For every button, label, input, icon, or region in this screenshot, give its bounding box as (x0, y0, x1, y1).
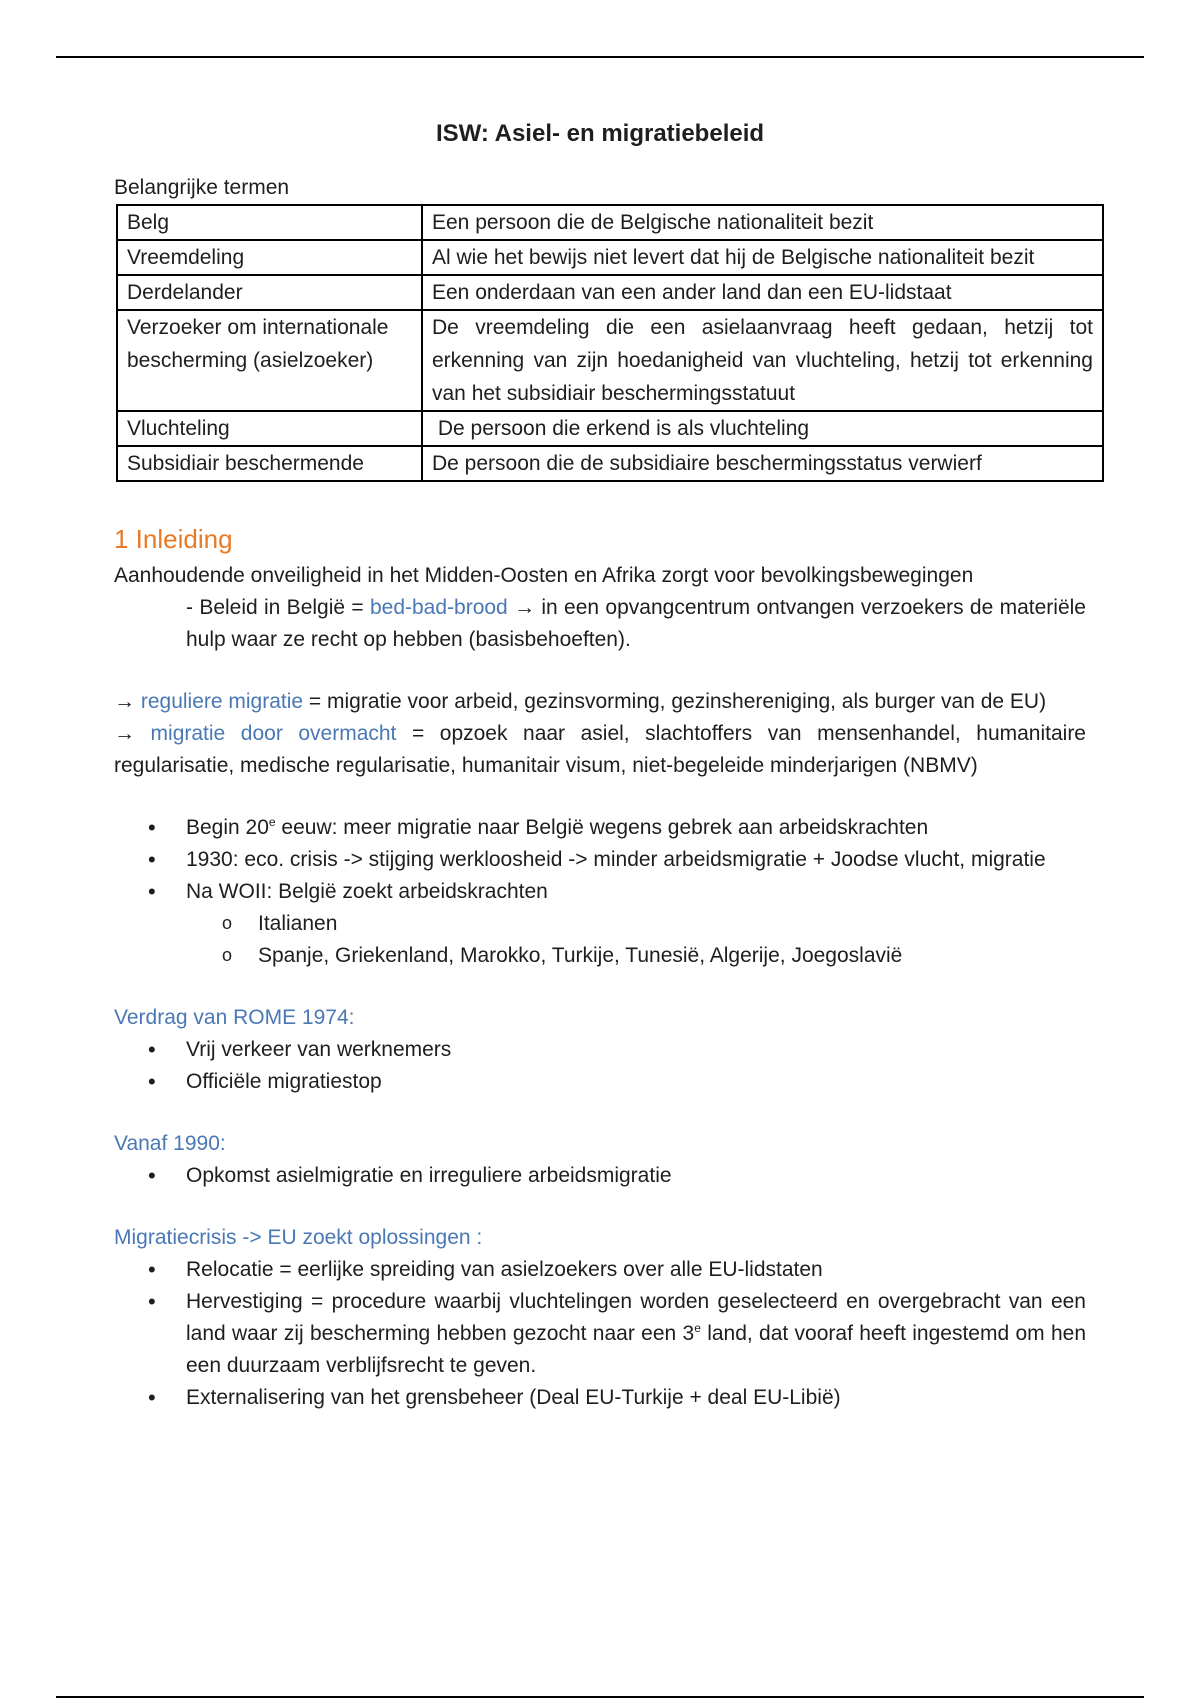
forced-migration-paragraph (114, 718, 1086, 782)
term-cell: Vluchteling (117, 411, 422, 446)
definition-cell: De persoon die de subsidiaire beschermingsstatus verwierf (422, 446, 1103, 481)
rome-heading: Verdrag van ROME 1974: (114, 1006, 355, 1029)
since-1990-list (114, 1160, 1086, 1192)
definition-cell: De persoon die erkend is als vluchteling (422, 411, 1103, 446)
table-row (117, 310, 1103, 411)
sub-list-item: o Spanje, Griekenland, Marokko, Turkije, Tunesië, Algerije, Joegoslavië (186, 940, 1086, 972)
crisis-text: Externalisering van het grensbeheer (Deal EU-Turkije + deal EU-Libië) (186, 1386, 841, 1409)
policy-prefix: - Beleid in België = (186, 596, 370, 619)
term-cell: Verzoeker om internationale bescherming (asielzoeker) (117, 310, 422, 411)
list-item (114, 844, 1086, 876)
definition-cell: De vreemdeling die een asielaanvraag heeft gedaan, hetzij tot erkenning van zijn hoedanigheid van vluchteling, hetzij tot erkenning van het subsidiair beschermingsstatuut (422, 310, 1103, 411)
table-row (117, 446, 1103, 481)
top-rule (56, 56, 1144, 58)
superscript: e (694, 1321, 701, 1335)
since-1990-heading: Vanaf 1990: (114, 1132, 226, 1155)
list-item (114, 812, 1086, 844)
document-title: ISW: Asiel- en migratiebeleid (435, 120, 765, 147)
list-item (114, 1382, 1086, 1414)
list-item (114, 1254, 1086, 1286)
table-row (117, 205, 1103, 240)
term-cell: Vreemdeling (117, 240, 422, 275)
arrow-icon: → (114, 690, 141, 713)
regular-migration-text: = migratie voor arbeid, gezinsvorming, gezinshereniging, als burger van de EU) (303, 690, 1047, 713)
forced-migration-term: migratie door overmacht (150, 722, 397, 745)
list-item: • Opkomst asielmigratie en irreguliere arbeidsmigratie (114, 1160, 1086, 1192)
table-row (117, 240, 1103, 275)
list-item (114, 1286, 1086, 1382)
term-cell: Belg (117, 205, 422, 240)
bottom-rule (56, 1696, 1144, 1698)
list-item: • Officiële migratiestop (114, 1066, 1086, 1098)
table-row (117, 411, 1103, 446)
crisis-list (114, 1254, 1086, 1414)
history-text: 1930: eco. crisis -> stijging werkloosheid -> minder arbeidsmigratie + Joodse vlucht, migratie (186, 848, 1046, 871)
arrow-icon: → (114, 722, 151, 745)
sub-list (186, 908, 1086, 972)
history-text: Na WOII: België zoekt arbeidskrachten (186, 880, 548, 903)
policy-suffix: → in een opvangcentrum ontvangen verzoekers de materiële hulp waar ze recht op hebben (basisbehoeften). (186, 596, 1086, 651)
history-text: eeuw: meer migratie naar België wegens gebrek aan arbeidskrachten (275, 816, 929, 839)
history-text: Begin 20 (186, 816, 269, 839)
table-row (117, 275, 1103, 310)
terms-caption: Belangrijke termen (114, 176, 290, 199)
list-item: • Vrij verkeer van werknemers (114, 1034, 1086, 1066)
policy-term: bed-bad-brood (369, 596, 508, 619)
history-list (114, 812, 1086, 972)
crisis-heading: Migratiecrisis -> EU zoekt oplossingen : (114, 1226, 483, 1249)
term-cell: Subsidiair beschermende (117, 446, 422, 481)
forced-migration-text: = opzoek naar asiel, slachtoffers van mensenhandel, humanitaire regularisatie, medische regularisatie, humanitair visum, niet-begeleide minderjarigen (NBMV) (114, 722, 1086, 777)
crisis-text: Hervestiging = procedure waarbij vluchtelingen worden geselecteerd en overgebracht van een land waar zij bescherming hebben gezocht naar een 3 (186, 1290, 1086, 1345)
intro-paragraph: Aanhoudende onveiligheid in het Midden-Oosten en Afrika zorgt voor bevolkingsbewegingen (114, 564, 974, 587)
crisis-text: land, dat vooraf heeft ingestemd om hen een duurzaam verblijfsrecht te geven. (186, 1322, 1086, 1377)
section-heading-inleiding: 1 Inleiding (114, 524, 233, 554)
list-item (114, 876, 1086, 972)
policy-paragraph (186, 592, 1086, 656)
definition-cell: Al wie het bewijs niet levert dat hij de Belgische nationaliteit bezit (422, 240, 1103, 275)
document-page (114, 110, 1093, 1414)
rome-list (114, 1034, 1086, 1098)
definition-cell: Een persoon die de Belgische nationaliteit bezit (422, 205, 1103, 240)
regular-migration-paragraph (114, 686, 1086, 718)
term-cell: Derdelander (117, 275, 422, 310)
sub-list-item: o Italianen (186, 908, 1086, 940)
crisis-text: Relocatie = eerlijke spreiding van asielzoekers over alle EU-lidstaten (186, 1258, 823, 1281)
terms-table (116, 204, 1104, 482)
definition-cell: Een onderdaan van een ander land dan een EU-lidstaat (422, 275, 1103, 310)
superscript: e (268, 815, 276, 829)
regular-migration-term: reguliere migratie (140, 690, 304, 713)
